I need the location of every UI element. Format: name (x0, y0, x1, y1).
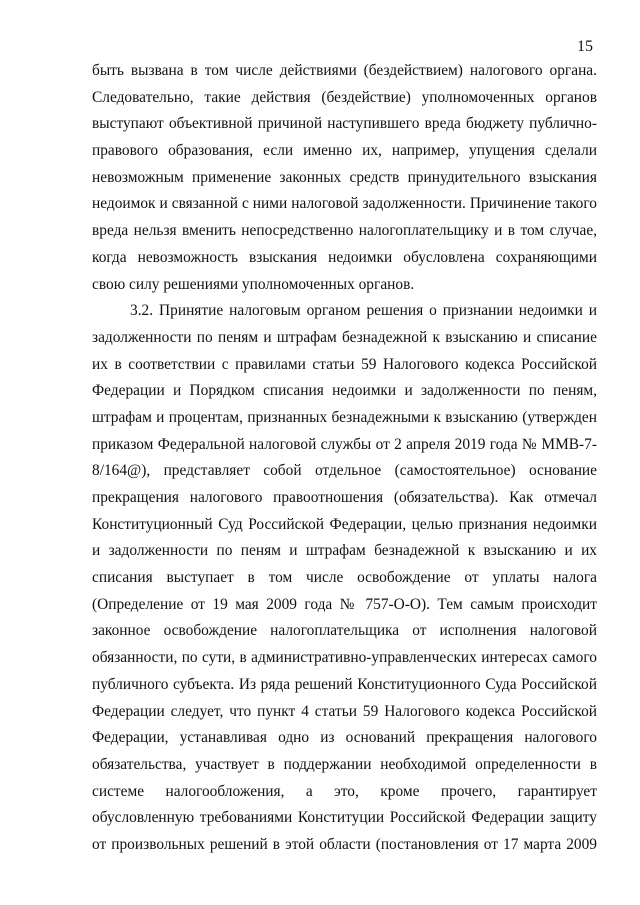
text-line: обусловленную требованиями Конституции Российской Федерации защиту (92, 809, 597, 827)
text-line: 8/164@), представляет собой отдельное (самостоятельное) основание (92, 462, 597, 480)
text-line: Федерации и Порядком списания недоимки и задолженности по пеням, (92, 382, 597, 400)
text-line: системе налогообложения, а это, кроме прочего, гарантирует (92, 782, 597, 800)
text-line: быть вызвана в том числе действиями (бездействием) налогового органа. (92, 62, 597, 79)
text-line: Федерации следует, что пункт 4 статьи 59 Налогового кодекса Российской (92, 702, 597, 720)
body-text (92, 58, 597, 859)
text-line: когда невозможность взыскания недоимки обусловлена сохраняющими (92, 248, 597, 266)
text-line: списания выступает в том числе освобождение от уплаты налога (92, 569, 597, 587)
text-line: приказом Федеральной налоговой службы от 2 апреля 2019 года № ММВ-7- (92, 435, 597, 453)
text-line: прекращения налогового правоотношения (обязательства). Как отмечал (92, 489, 597, 506)
text-line: штрафам и процентам, признанных безнадежными к взысканию (утвержден (92, 408, 597, 426)
text-line: выступают объективной причиной наступившего вреда бюджету публично- (92, 115, 597, 133)
text-line: обязанности, по сути, в административно-управленческих интересах самого (92, 649, 597, 667)
page-number: 15 (577, 38, 593, 55)
text-line: Следовательно, такие действия (бездействие) уполномоченных органов (92, 88, 597, 106)
text-line: законное освобождение налогоплательщика от исполнения налоговой (92, 622, 597, 640)
text-line: задолженности по пеням и штрафам безнадежной к взысканию и списание (92, 328, 597, 346)
text-line: Конституционный Суд Российской Федерации, целью признания недоимки (92, 515, 597, 533)
text-line: (Определение от 19 мая 2009 года № 757-О-О). Тем самым происходит (92, 595, 597, 613)
text-line: правового образования, если именно их, например, упущения сделали (92, 142, 597, 160)
text-line: публичного субъекта. Из ряда решений Конституционного Суда Российской (92, 675, 597, 693)
text-line: от произвольных решений в этой области (постановления от 17 марта 2009 (92, 835, 597, 853)
text-line: обязательства, участвует в поддержании необходимой определенности в (92, 755, 597, 773)
text-line: Федерации, устанавливая одно из оснований прекращения налогового (92, 729, 597, 747)
text-line: свою силу решениями уполномоченных органов. (92, 275, 415, 293)
text-line: невозможным применение законных средств принудительного взыскания (92, 168, 597, 186)
text-line: 3.2. Принятие налоговым органом решения о признании недоимки и (130, 302, 597, 320)
text-line: их в соответствии с правилами статьи 59 Налогового кодекса Российской (92, 355, 597, 373)
text-line: вреда нельзя вменить непосредственно налогоплательщику и в том случае, (92, 222, 597, 240)
text-line: недоимок и связанной с ними налоговой задолженности. Причинение такого (92, 195, 597, 213)
text-line: и задолженности по пеням и штрафам безнадежной к взысканию и их (92, 542, 597, 560)
